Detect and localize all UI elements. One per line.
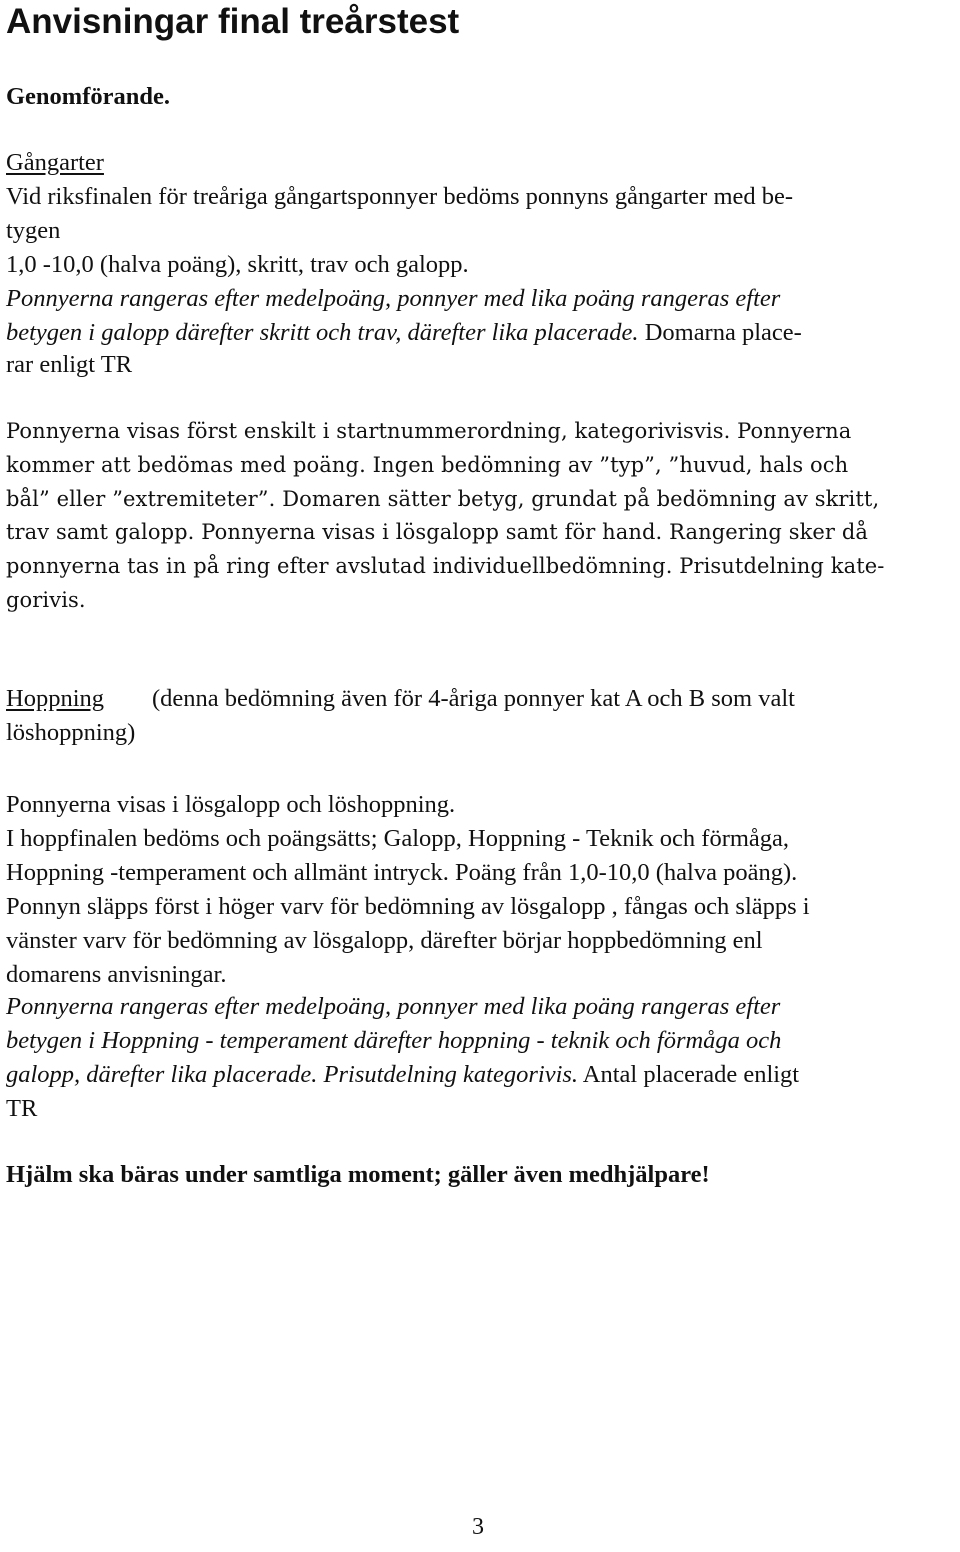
paragraph-line: bål” eller ”extremiteter”. Domaren sätter betyg, grundat på bedömning av skritt, <box>6 487 880 511</box>
paragraph-line: kommer att bedömas med poäng. Ingen bedömning av ”typ”, ”huvud, hals och <box>6 453 849 477</box>
paragraph-line: Ponnyerna rangeras efter medelpoäng, ponnyer med lika poäng rangeras efter <box>6 993 781 1020</box>
paragraph-line: I hoppfinalen bedöms och poängsätts; Galopp, Hoppning - Teknik och förmåga, <box>6 825 790 852</box>
paragraph-line: Ponnyerna visas först enskilt i startnummerordning, kategorivisvis. Ponnyerna <box>6 419 852 443</box>
paragraph-line <box>6 316 802 350</box>
paragraph-line: löshoppning) <box>6 719 136 746</box>
section-subtitle: Genomförande. <box>6 83 170 110</box>
document-title: Anvisningar final treårstest <box>6 2 460 41</box>
paragraph-line: Ponnyn släpps först i höger varv för bedömning av lösgalopp , fångas och släpps i <box>6 893 810 920</box>
paragraph-line: betygen i Hoppning - temperament därefter hoppning - teknik och förmåga och <box>6 1027 782 1054</box>
section-heading-hoppning: Hoppning <box>6 685 104 712</box>
italic-text: betygen i galopp därefter skritt och trav, därefter lika placerade. <box>6 319 639 346</box>
heading-note: (denna bedömning även för 4-åriga ponnyer kat A och B som valt <box>152 685 795 712</box>
paragraph-line: tygen <box>6 217 61 244</box>
italic-text: galopp, därefter lika placerade. Prisutdelning kategorivis. <box>6 1061 579 1088</box>
normal-text: Domarna place- <box>638 319 802 346</box>
paragraph-line <box>6 1058 799 1092</box>
section-heading-gangarter: Gångarter <box>6 149 104 176</box>
paragraph-line: Ponnyerna rangeras efter medelpoäng, ponnyer med lika poäng rangeras efter <box>6 285 781 312</box>
paragraph-line: Hoppning -temperament och allmänt intryck. Poäng från 1,0-10,0 (halva poäng). <box>6 859 798 886</box>
paragraph-line: vänster varv för bedömning av lösgalopp, därefter börjar hoppbedömning enl <box>6 927 763 954</box>
page-number: 3 <box>472 1514 484 1540</box>
paragraph-line: ponnyerna tas in på ring efter avslutad individuellbedömning. Prisutdelning kate- <box>6 554 885 578</box>
helmet-note: Hjälm ska bäras under samtliga moment; gäller även medhjälpare! <box>6 1161 710 1188</box>
paragraph-line: TR <box>6 1095 38 1122</box>
section-heading-row <box>6 682 795 716</box>
normal-text: Antal placerade enligt <box>578 1061 800 1088</box>
paragraph-line: rar enligt TR <box>6 351 133 378</box>
paragraph-line: domarens anvisningar. <box>6 961 227 988</box>
paragraph-line: gorivis. <box>6 588 86 612</box>
paragraph-line: trav samt galopp. Ponnyerna visas i lösgalopp samt för hand. Rangering sker då <box>6 520 869 544</box>
paragraph-line: Vid riksfinalen för treåriga gångartsponnyer bedöms ponnyns gångarter med be- <box>6 183 794 210</box>
paragraph-line: Ponnyerna visas i lösgalopp och löshoppning. <box>6 791 456 818</box>
paragraph-line: 1,0 -10,0 (halva poäng), skritt, trav och galopp. <box>6 251 469 278</box>
